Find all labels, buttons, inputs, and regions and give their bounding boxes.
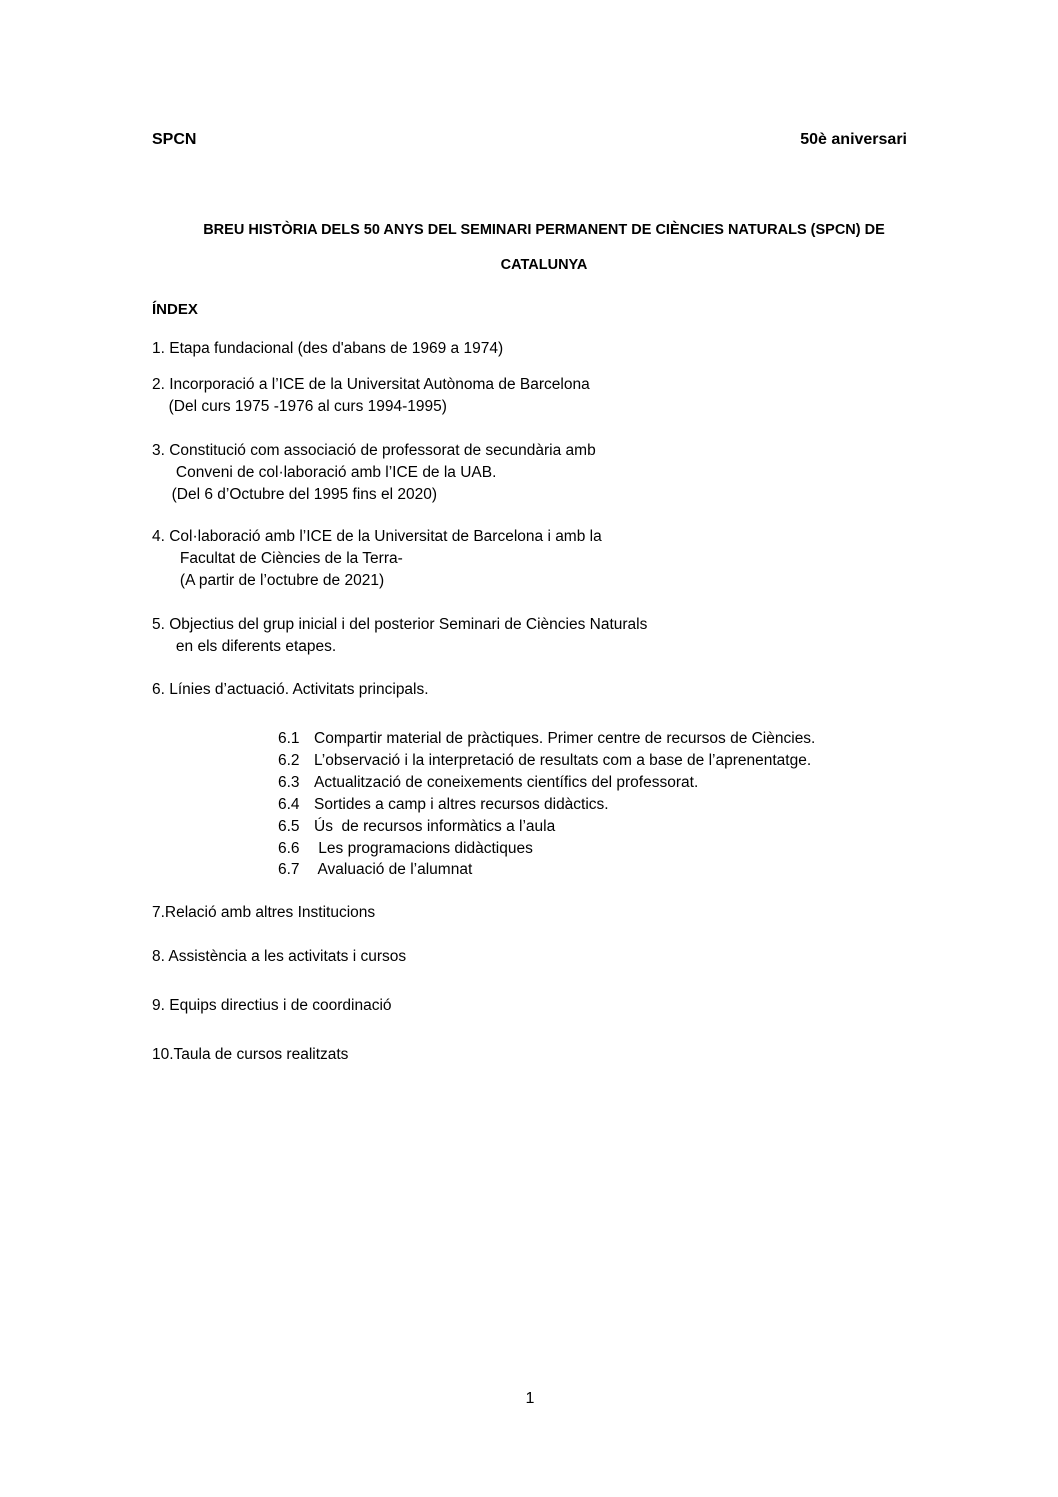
index-item-2-line-1: 2. Incorporació a l’ICE de la Universitat Autònoma de Barcelona [152,376,590,393]
subitem-6-5-text: Ús de recursos informàtics a l’aula [314,818,556,835]
index-item-5-line-1: 5. Objectius del grup inicial i del posterior Seminari de Ciències Naturals [152,616,648,633]
index-item-9: 9. Equips directius i de coordinació [152,997,392,1014]
subitem-6-4-number: 6.4 [278,796,300,813]
index-item-3-line-3: (Del 6 d’Octubre del 1995 fins el 2020) [163,486,437,503]
subitem-6-6-text: Les programacions didàctiques [314,840,533,857]
subitem-6-2-number: 6.2 [278,752,300,769]
index-item-3-line-2: Conveni de col·laboració amb l’ICE de la UAB. [163,464,497,481]
index-item-4-line-2: Facultat de Ciències de la Terra- [167,550,403,567]
index-item-10: 10.Taula de cursos realitzats [152,1046,349,1063]
subitem-6-5-number: 6.5 [278,818,300,835]
index-item-2-line-2: (Del curs 1975 -1976 al curs 1994-1995) [160,398,447,415]
page-number: 1 [525,1390,535,1407]
index-item-3-line-1: 3. Constitució com associació de professorat de secundària amb [152,442,596,459]
index-item-7: 7.Relació amb altres Institucions [152,904,376,921]
subitem-6-7-text: Avaluació de l’alumnat [314,861,473,878]
subitem-6-1-number: 6.1 [278,730,300,747]
index-heading: ÍNDEX [152,301,198,318]
index-item-4-line-1: 4. Col·laboració amb l’ICE de la Universitat de Barcelona i amb la [152,528,602,545]
index-item-1: 1. Etapa fundacional (des d'abans de 1969 a 1974) [152,340,504,357]
index-item-6: 6. Línies d’actuació. Activitats principals. [152,681,429,698]
index-item-5-line-2: en els diferents etapes. [163,638,337,655]
document-title-line-2: CATALUNYA [500,257,588,273]
subitem-6-4-text: Sortides a camp i altres recursos didàctics. [314,796,609,813]
subitem-6-6-number: 6.6 [278,840,300,857]
subitem-6-3-text: Actualització de coneixements científics del professorat. [314,774,699,791]
header-left: SPCN [152,131,197,148]
subitem-6-2-text: L’observació i la interpretació de resultats com a base de l’aprenentatge. [314,752,812,769]
subitem-6-7-number: 6.7 [278,861,300,878]
header-right: 50è aniversari [800,131,907,148]
document-title-line-1: BREU HISTÒRIA DELS 50 ANYS DEL SEMINARI PERMANENT DE CIÈNCIES NATURALS (SPCN) DE [203,222,885,238]
index-item-8: 8. Assistència a les activitats i cursos [152,948,407,965]
subitem-6-1-text: Compartir material de pràctiques. Primer centre de recursos de Ciències. [314,730,816,747]
subitem-6-3-number: 6.3 [278,774,300,791]
index-item-4-line-3: (A partir de l’octubre de 2021) [167,572,385,589]
